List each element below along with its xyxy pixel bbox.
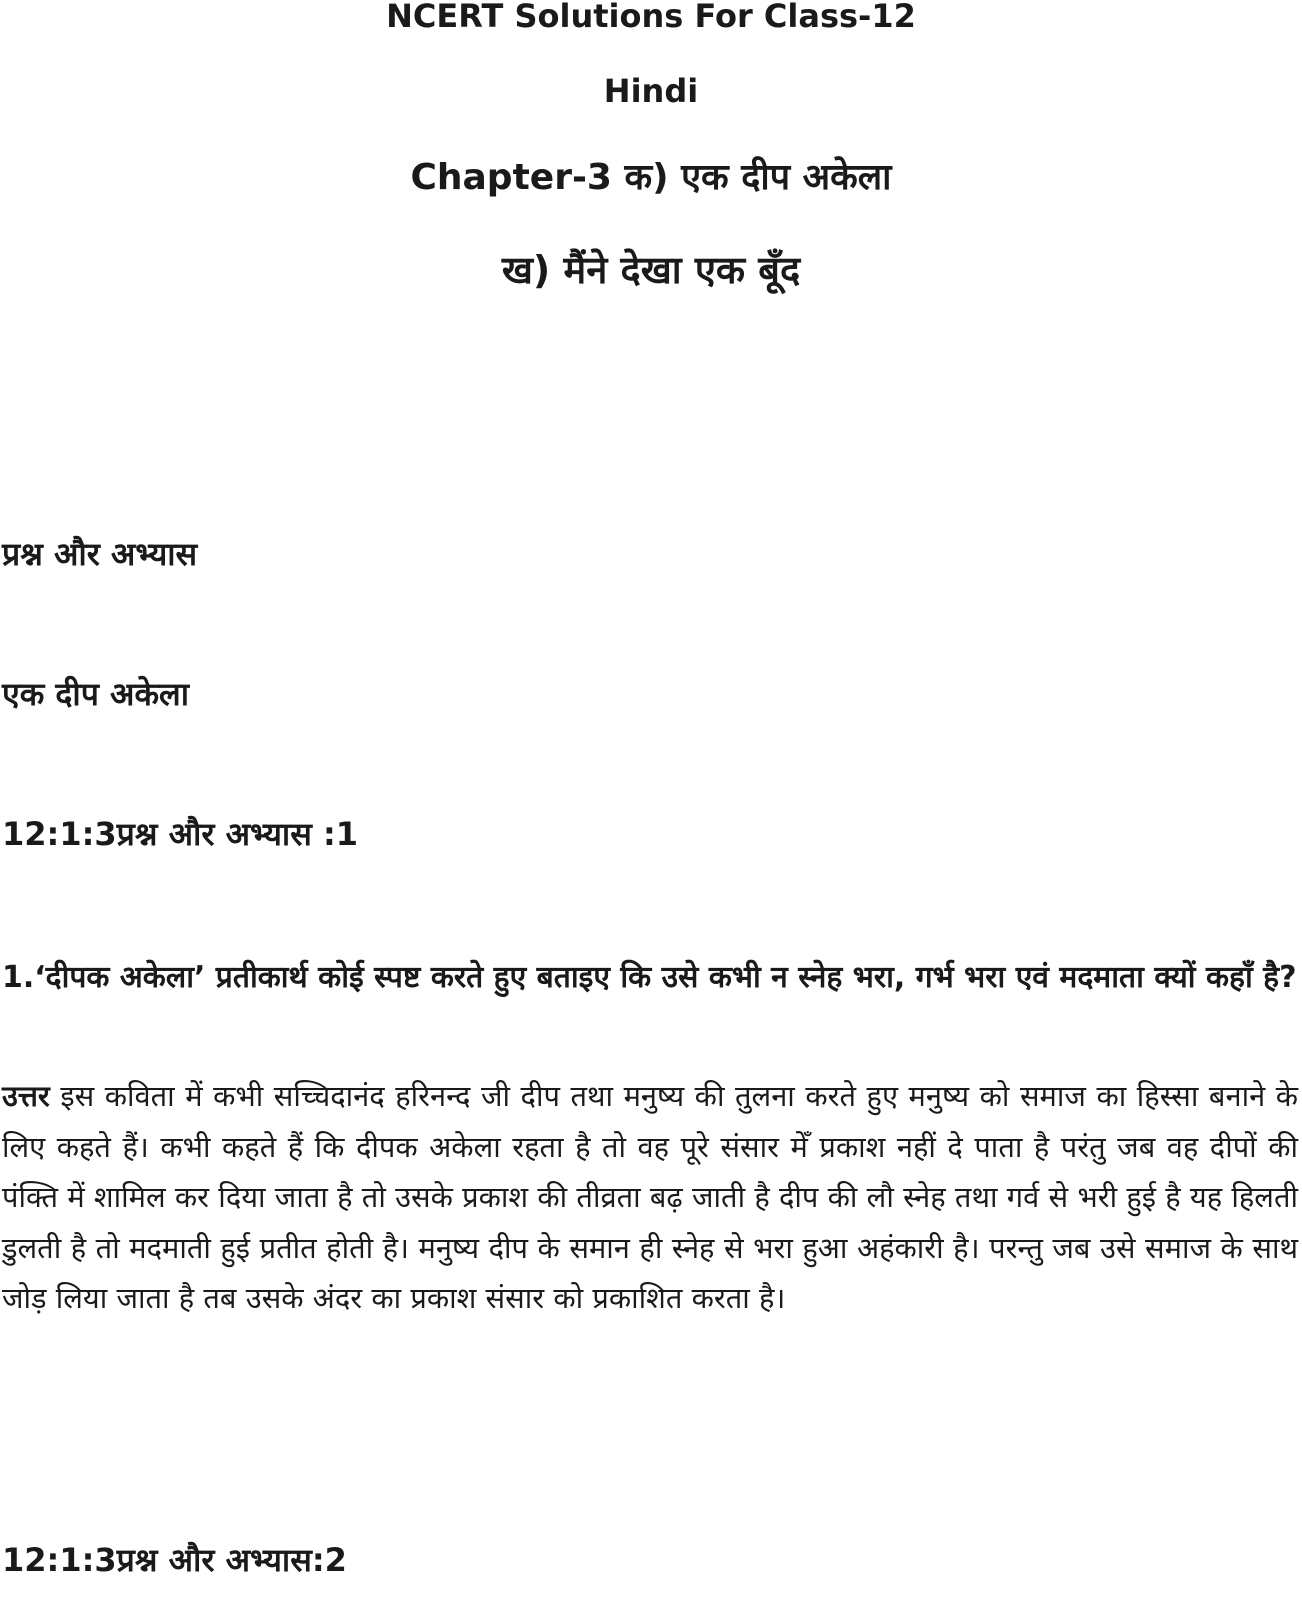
question-2-label: 12:1:3प्रश्न और अभ्यास:2 <box>2 1541 347 1579</box>
exercise-heading: प्रश्न और अभ्यास <box>2 535 198 573</box>
chapter-title: Chapter-3 क) एक दीप अकेला <box>410 157 892 198</box>
answer-1-text: इस कविता में कभी सच्चिदानंद हरिनन्द जी दीप तथा मनुष्य की तुलना करते हुए मनुष्य को समाज का हिस्सा बनाने के लिए कहते हैं। कभी कहते हैं कि दीपक अकेला रहता है तो वह पूरे संसार मेँ प्रकाश नहीं दे पाता है परंतु जब वह दीपों की पंक्ति में शामिल कर दिया जाता है तो उसके प्रकाश की तीव्रता बढ़ जाती है दीप की लौ स्नेह तथा गर्व से भरी हुई है यह हिलती डुलती है तो मदमाती हुई प्रतीत होती है। मनुष्य दीप के समान ही स्नेह से भरा हुआ अहंकारी है। परन्तु जब उसे समाज के साथ जोड़ लिया जाता है तब उसके अंदर का प्रकाश संसार को प्रकाशित करता है। <box>2 1079 1298 1315</box>
sub-chapter-title: ख) मैंने देखा एक बूँद <box>501 248 801 292</box>
answer-1 <box>2 1071 1298 1324</box>
question-1-text: 1.‘दीपक अकेला’ प्रतीकार्थ कोई स्पष्ट करते हुए बताइए कि उसे कभी न स्नेह भरा, गर्भ भरा एवं मदमाता क्यों कहाँ है? <box>2 960 1297 995</box>
answer-label: उत्तर <box>2 1079 50 1113</box>
subject-title: Hindi <box>603 72 699 110</box>
poem-heading: एक दीप अकेला <box>2 675 190 713</box>
document-title: NCERT Solutions For Class-12 <box>386 0 916 35</box>
question-1-label: 12:1:3प्रश्न और अभ्यास :1 <box>2 815 359 853</box>
